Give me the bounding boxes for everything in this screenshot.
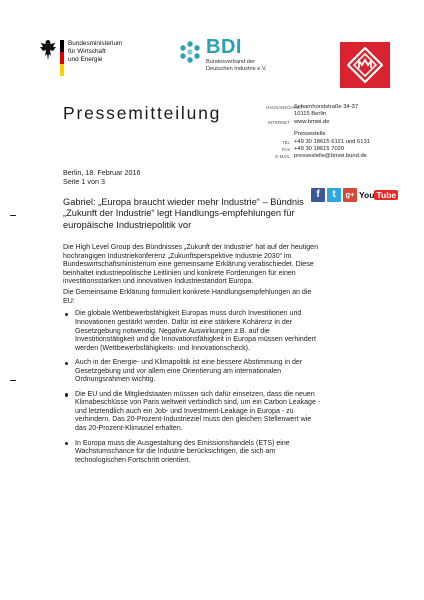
body-text xyxy=(63,244,323,471)
ig-metall-logo xyxy=(340,42,390,88)
page-line: Seite 1 von 3 xyxy=(63,177,105,186)
german-flag-stripe xyxy=(60,40,64,76)
bdi-hexagon-icon xyxy=(178,40,202,64)
contact-block xyxy=(266,104,416,161)
googleplus-icon[interactable]: g+ xyxy=(343,188,357,202)
contact-row-address: HAUSANSCHRIFT Scharnhorststraße 34-37 xyxy=(266,104,359,110)
intro-paragraph: Die High Level Group des Bündnisses „Zukunft der Industrie“ hat auf der heutigen hochrangigen Industriekonferenz „Zukunftsperspektive Industrie 2030“ im Bundeswirtschaftsministerium eine gemeinsame Erklärung verabschiedet. Diese beinhaltet industriepolitische Leitlinien und konkrete Forderungen für einen investitionsstarken und innovativen Industriestandort Europa. xyxy=(63,244,319,286)
date-line: Berlin, 18. Februar 2016 xyxy=(63,168,141,177)
ig-metall-logo-icon xyxy=(347,47,383,83)
facebook-icon[interactable]: f xyxy=(311,188,325,202)
bmwi-logo xyxy=(38,38,138,78)
contact-row-internet: INTERNET www.bmwi.de xyxy=(268,118,330,125)
fold-mark xyxy=(10,215,16,216)
twitter-icon[interactable]: t xyxy=(327,188,341,202)
contact-row-email: E-MAIL pressestelle@bmwi.bund.de xyxy=(275,153,367,160)
list-item: In Europa muss die Ausgestaltung des Emissionshandels (ETS) eine Wachstumschance für die Industrie berücksichtigen, die sich am technologischen Fortschritt orientiert. xyxy=(63,440,323,466)
bdi-logo xyxy=(178,36,318,80)
bmwi-name: Bundesministerium für Wirtschaft und Energie xyxy=(68,40,123,64)
email-link[interactable]: pressestelle@bmwi.bund.de xyxy=(294,153,367,160)
bullet-icon xyxy=(65,442,68,445)
youtube-icon[interactable]: You Tube xyxy=(359,190,397,200)
lead-paragraph: Die Gemeinsame Erklärung formuliert konkrete Handlungsempfehlungen an die EU: xyxy=(63,289,312,305)
bullet-icon xyxy=(65,313,68,316)
bdi-wordmark: BDI xyxy=(206,36,242,58)
contact-row-pressestelle: Pressestelle xyxy=(294,131,326,138)
date-block xyxy=(63,168,141,186)
hole-mark xyxy=(10,380,16,381)
contact-row-city: 10115 Berlin xyxy=(294,111,327,118)
list-item: Die EU und die Mitgliedstaaten müssen sich dafür einsetzen, dass die neuen Klimabeschlüsse von Paris weltweit verbindlich sind, um ein Carbon Leakage - und letztendlich auch ein Job- und Investment-Leakage in Europa - zu verhindern. Das 20-Prozent-Industrieziel muss den gleichen Stellenwert wie das 20-Prozent-Klimaziel erhalten. xyxy=(63,391,323,434)
headline: Gabriel: „Europa braucht wieder mehr Industrie“ – Bündnis „Zukunft der Industrie“ legt Handlungs-empfehlungen für europäische Industriepolitik vor xyxy=(63,197,304,230)
contact-row-fax: FAX +49 30 18615 7020 xyxy=(281,145,345,152)
list-item: Auch in der Energie- und Klimapolitik ist eine bessere Abstimmung in der Gesetzgebung und vor allem eine Orientierung am internationalen Ordnungsrahmen wichtig. xyxy=(63,359,323,385)
list-item: Die globale Wettbewerbsfähigkeit Europas muss durch Investitionen und Innovationen gestärkt werden. Dafür ist eine stärkere Kohärenz in der Gesetzgebung notwendig. Negative Auswirkungen z.B. auf die Investitionstätigkeit und die Innovationsfähigkeit in Europa müssen verhindert werden (Wettbewerbsfähigkeits- und Innovationscheck). xyxy=(63,310,323,353)
bdi-subtitle: Bundesverband der Deutschen Industrie e.V. xyxy=(206,59,267,72)
bullet-icon xyxy=(65,362,68,365)
eagle-icon xyxy=(38,38,58,62)
page-title: Pressemitteilung xyxy=(63,103,222,123)
recommendations-list xyxy=(63,310,323,465)
contact-row-tel: TEL +49 30 18615 6121 und 6131 xyxy=(281,138,370,145)
website-link[interactable]: www.bmwi.de xyxy=(294,118,330,125)
bullet-icon xyxy=(65,393,68,396)
